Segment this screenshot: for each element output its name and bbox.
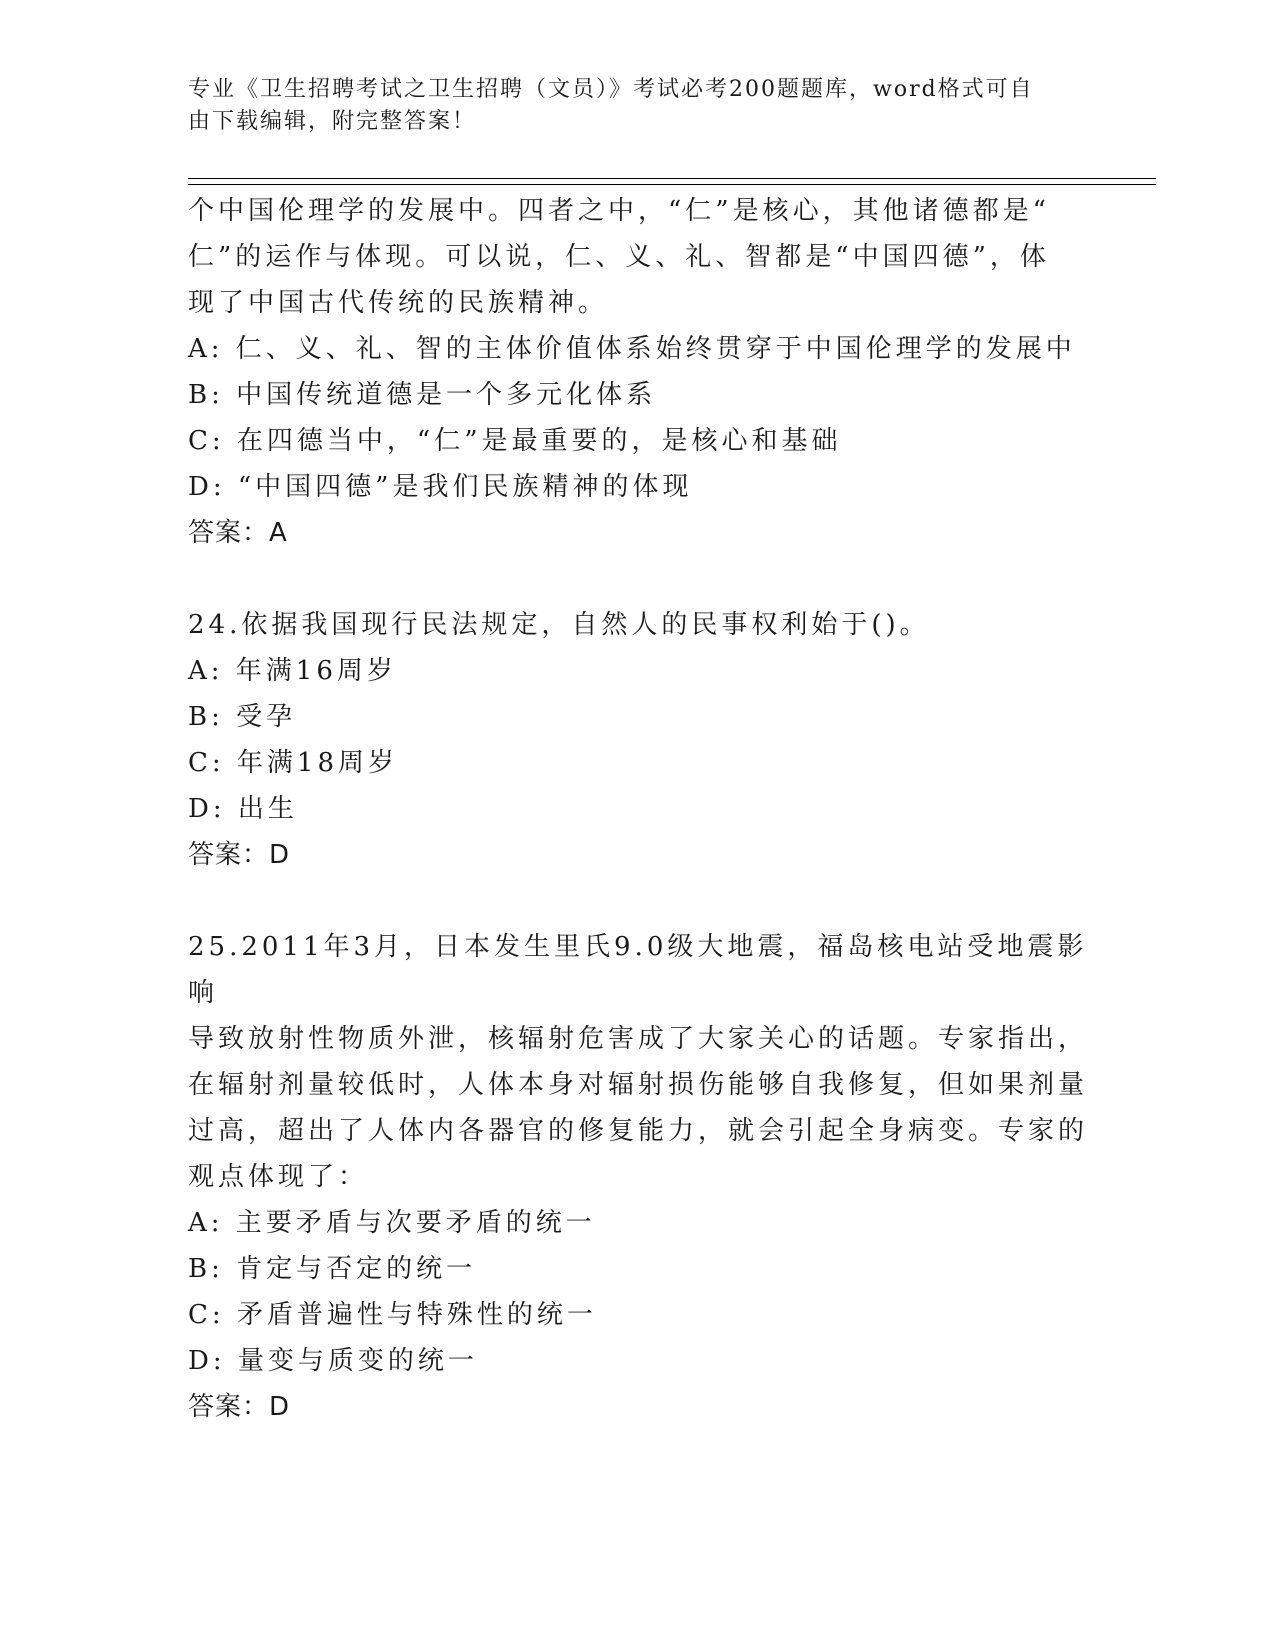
question-23 (188, 188, 1088, 556)
question-24 (188, 602, 1088, 878)
answer-line: 答案：A (188, 518, 288, 548)
header-line-1: 专业《卫生招聘考试之卫生招聘（文员）》考试必考200题题库，word格式可自 (188, 77, 1034, 102)
question-stem-line: 个中国伦理学的发展中。四者之中，“仁”是核心，其他诸德都是“ (188, 196, 1050, 226)
header-divider-bottom (188, 184, 1156, 185)
option-d: D: “中国四德”是我们民族精神的体现 (188, 472, 693, 502)
option-b: B: 肯定与否定的统一 (188, 1254, 477, 1284)
header-divider-top (188, 178, 1156, 179)
answer-line: 答案：D (188, 840, 291, 870)
question-stem-line: 过高，超出了人体内各器官的修复能力，就会引起全身病变。专家的 (188, 1116, 1089, 1146)
question-stem-line: 导致放射性物质外泄，核辐射危害成了大家关心的话题。专家指出， (188, 1024, 1089, 1054)
spacer (188, 556, 1088, 602)
question-stem-line: 现了中国古代传统的民族精神。 (188, 288, 609, 318)
option-a: A: 年满16周岁 (188, 656, 397, 686)
option-c: C: 在四德当中，“仁”是最重要的，是核心和基础 (188, 426, 842, 456)
document-body (188, 188, 1088, 1430)
option-c: C: 年满18周岁 (188, 748, 399, 778)
question-stem-line: 仁”的运作与体现。可以说，仁、义、礼、智都是“中国四德”，体 (188, 242, 1050, 272)
question-stem-line: 25.2011年3月，日本发生里氏9.0级大地震，福岛核电站受地震影响 (188, 932, 1088, 1008)
option-b: B: 受孕 (188, 702, 297, 732)
question-25 (188, 924, 1088, 1430)
header-line-2: 由下载编辑，附完整答案！ (188, 109, 477, 134)
option-a: A: 主要矛盾与次要矛盾的统一 (188, 1208, 596, 1238)
question-stem: 24.依据我国现行民法规定，自然人的民事权利始于()。 (188, 610, 930, 640)
spacer (188, 878, 1088, 924)
option-c: C: 矛盾普遍性与特殊性的统一 (188, 1300, 597, 1330)
option-a: A: 仁、义、礼、智的主体价值体系始终贯穿于中国伦理学的发展中 (188, 334, 1076, 364)
option-b: B: 中国传统道德是一个多元化体系 (188, 380, 657, 410)
option-d: D: 出生 (188, 794, 298, 824)
answer-line: 答案：D (188, 1392, 291, 1422)
document-header (188, 74, 1068, 138)
question-stem-line: 在辐射剂量较低时，人体本身对辐射损伤能够自我修复，但如果剂量 (188, 1070, 1089, 1100)
option-d: D: 量变与质变的统一 (188, 1346, 478, 1376)
question-stem-line: 观点体现了： (188, 1162, 369, 1192)
